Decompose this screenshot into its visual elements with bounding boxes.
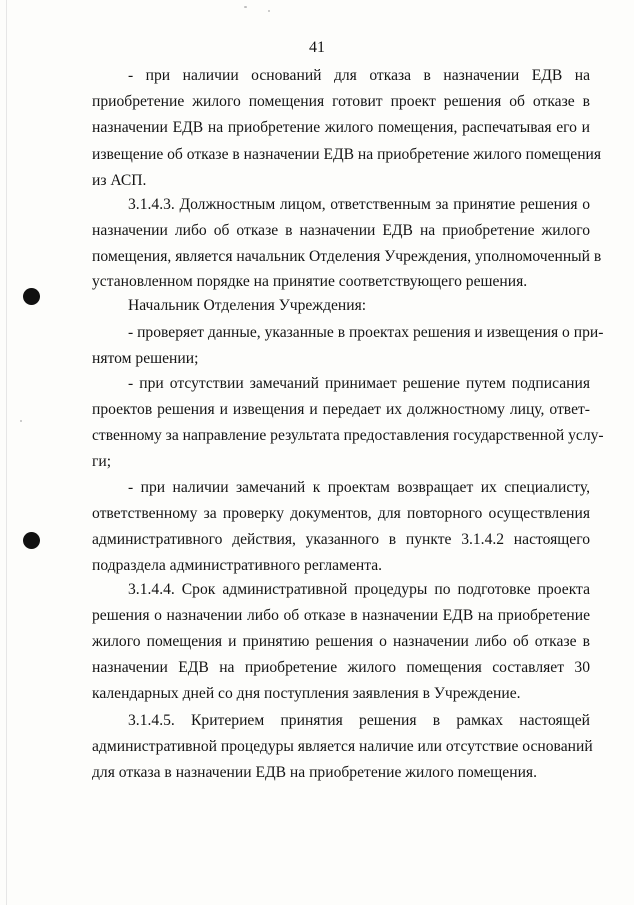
text-line: ственному за направление результата предоставления государственной услу- <box>92 427 604 444</box>
text-line: календарных дней со дня поступления заявления в Учреждение. <box>92 685 521 702</box>
text-line: 3.1.4.5. Критерием принятия решения в рамках настоящей <box>128 712 590 729</box>
text-line: приобретение жилого помещения готовит проект решения об отказе в <box>92 93 590 110</box>
text-line: помещения, является начальник Отделения Учреждения, уполномоченный в <box>92 248 602 265</box>
scan-speck <box>244 6 247 8</box>
binder-hole-top <box>23 288 40 305</box>
text-line: назначении ЕДВ на приобретение жилого помещения, распечатывая его и <box>92 119 590 136</box>
text-line: решения о назначении либо об отказе в назначении ЕДВ на приобретение <box>92 607 590 624</box>
binder-hole-bottom <box>23 532 40 549</box>
text-line: административной процедуры является наличие или отсутствие оснований <box>92 738 593 755</box>
page-edge-shadow <box>6 0 7 905</box>
text-line: - проверяет данные, указанные в проектах решения и извещения о при- <box>128 324 604 341</box>
text-line: - при наличии оснований для отказа в назначении ЕДВ на <box>128 67 590 84</box>
text-line: назначении ЕДВ на приобретение жилого помещения составляет 30 <box>92 659 590 676</box>
text-line: Начальник Отделения Учреждения: <box>128 297 367 314</box>
text-line: - при наличии замечаний к проектам возвращает их специалисту, <box>128 479 590 496</box>
text-line: проектов решения и извещения и передает их должностному лицу, ответ- <box>92 401 590 418</box>
text-line: - при отсутствии замечаний принимает решение путем подписания <box>128 375 590 392</box>
scan-speck <box>20 420 22 422</box>
text-line: административного действия, указанного в пункте 3.1.4.2 настоящего <box>92 531 590 548</box>
text-line: ответственному за проверку документов, для повторного осуществления <box>92 505 590 522</box>
text-line: жилого помещения и принятию решения о назначении либо об отказе в <box>92 633 590 650</box>
text-line: 3.1.4.3. Должностным лицом, ответственным за принятие решения о <box>128 196 590 213</box>
text-line: назначении либо об отказе в назначении ЕДВ на приобретение жилого <box>92 222 590 239</box>
text-line: для отказа в назначении ЕДВ на приобретение жилого помещения. <box>92 764 537 781</box>
text-line: ги; <box>92 453 112 470</box>
text-line: установленном порядке на принятие соответствующего решения. <box>92 273 528 290</box>
page-number: 41 <box>309 39 325 56</box>
text-line: извещение об отказе в назначении ЕДВ на приобретение жилого помещения <box>92 146 602 163</box>
text-line: из АСП. <box>92 172 147 189</box>
scan-speck <box>268 10 270 12</box>
text-line: подраздела административного регламента. <box>92 557 383 574</box>
text-line: нятом решении; <box>92 350 199 367</box>
text-line: 3.1.4.4. Срок административной процедуры по подготовке проекта <box>128 581 590 598</box>
